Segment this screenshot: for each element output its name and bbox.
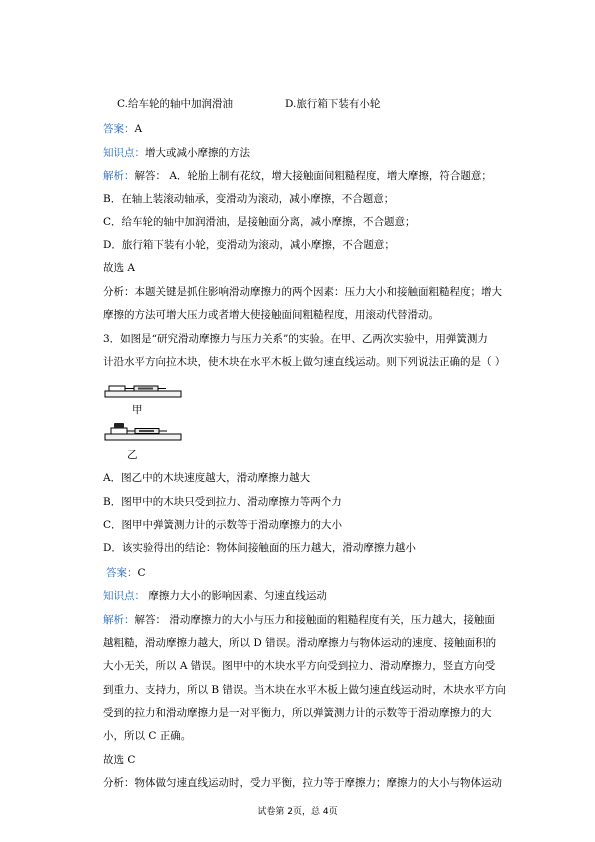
knowledge-label: 知识点：: [103, 147, 145, 159]
weight-block: [114, 423, 124, 428]
q3-figure-yi: [104, 420, 184, 444]
q3-analysis-line-1: [103, 613, 495, 627]
wooden-block: [109, 386, 125, 391]
q3-option-d: D．该实验得出的结论：物体间接触面的压力越大，滑动摩擦力越小: [103, 542, 416, 554]
wooden-board: [105, 391, 181, 397]
q2-conclusion: 故选 A: [103, 262, 135, 274]
q3-option-a: A．图乙中的木块速度越大，滑动摩擦力越大: [103, 472, 311, 484]
answer-value: A: [134, 123, 143, 135]
analysis-label: 解析：: [103, 170, 135, 182]
knowledge-value: 增大或减小摩擦的方法: [145, 147, 250, 159]
knowledge-label: 知识点：: [103, 590, 145, 602]
figure-label-jia: 甲: [132, 404, 143, 416]
q3-analysis-line-2: 越粗糙，滑动摩擦力越大，所以 D 错误。滑动摩擦力与物体运动的速度、接触面积的: [103, 637, 497, 649]
q3-answer-line: [106, 566, 146, 580]
answer-label: 答案：: [103, 123, 135, 135]
q3-analysis-line-4: 到重力、支持力，所以 B 错误。当木块在水平木板上做匀速直线运动时，木块水平方向: [103, 684, 506, 696]
q2-analysis-line-3: C．给车轮的轴中加润滑油，是接触面分离，减小摩擦，不合题意；: [103, 216, 416, 228]
q3-stem-line-1: 3．如图是“研究滑动摩擦力与压力关系”的实验。在甲、乙两次实验中，用弹簧测力: [103, 333, 488, 345]
q3-knowledge-line: [103, 589, 327, 603]
q3-option-b: B．图甲中的木块只受到拉力、滑动摩擦力等两个力: [103, 496, 342, 508]
spring-scale-marks: [139, 430, 154, 432]
wooden-block: [111, 428, 127, 434]
q2-analysis-line-2: B．在轴上装滚动轴承，变滑动为滚动，减小摩擦，不合题意；: [103, 193, 395, 205]
page-footer: 试卷第 2页，总 4页: [257, 807, 338, 817]
knowledge-value: 摩擦力大小的影响因素、匀速直线运动: [145, 590, 327, 602]
q2-fenxi-line-2: 摩擦的方法可增大压力或者增大使接触面间粗糙程度，用滚动代替滑动。: [103, 309, 439, 321]
q3-conclusion: 故选 C: [103, 754, 136, 766]
analysis-text: 解答： 滑动摩擦力的大小与压力和接触面的粗糙程度有关，压力越大，接触面: [134, 614, 495, 626]
q2-knowledge-line: [103, 146, 250, 160]
q3-option-c: C．图甲中弹簧测力计的示数等于滑动摩擦力的大小: [103, 519, 343, 531]
analysis-text: 解答： A．轮胎上制有花纹，增大接触面间粗糙程度，增大摩擦，符合题意；: [134, 170, 492, 182]
q3-stem-line-2: 计沿水平方向拉木块，使木块在水平木板上做匀速直线运动。则下列说法正确的是（ ）: [103, 356, 506, 368]
q3-fenxi-line-1: 分析：物体做匀速直线运动时，受力平衡，拉力等于摩擦力；摩擦力的大小与物体运动: [103, 777, 502, 789]
q2-option-c: C.给车轮的轴中加润滑油: [117, 98, 233, 110]
analysis-label: 解析：: [103, 614, 135, 626]
q2-analysis-line-4: D．旅行箱下装有小轮，变滑动为滚动，减小摩擦，不合题意；: [103, 239, 395, 251]
answer-value: C: [137, 567, 146, 579]
q3-analysis-line-3: 大小无关，所以 A 错误。图甲中的木块水平方向受到拉力、滑动摩擦力，竖直方向受: [103, 660, 496, 672]
figure-label-yi: 乙: [127, 449, 138, 461]
q2-option-d: D.旅行箱下装有小轮: [285, 98, 381, 110]
spring-scale-marks: [138, 388, 153, 390]
answer-label: 答案：: [106, 567, 138, 579]
q2-fenxi-line-1: 分析：本题关键是抓住影响滑动摩擦力的两个因素：压力大小和接触面粗糙程度；增大: [103, 286, 502, 298]
q3-analysis-line-6: 小，所以 C 正确。: [103, 730, 192, 742]
q2-answer-line: [103, 122, 142, 136]
q3-figure-jia: [104, 378, 184, 400]
q3-analysis-line-5: 受到的拉力和滑动摩擦力是一对平衡力，所以弹簧测力计的示数等于滑动摩擦力的大: [103, 707, 492, 719]
wooden-board: [105, 434, 181, 440]
q2-analysis-line-1: [103, 169, 492, 183]
